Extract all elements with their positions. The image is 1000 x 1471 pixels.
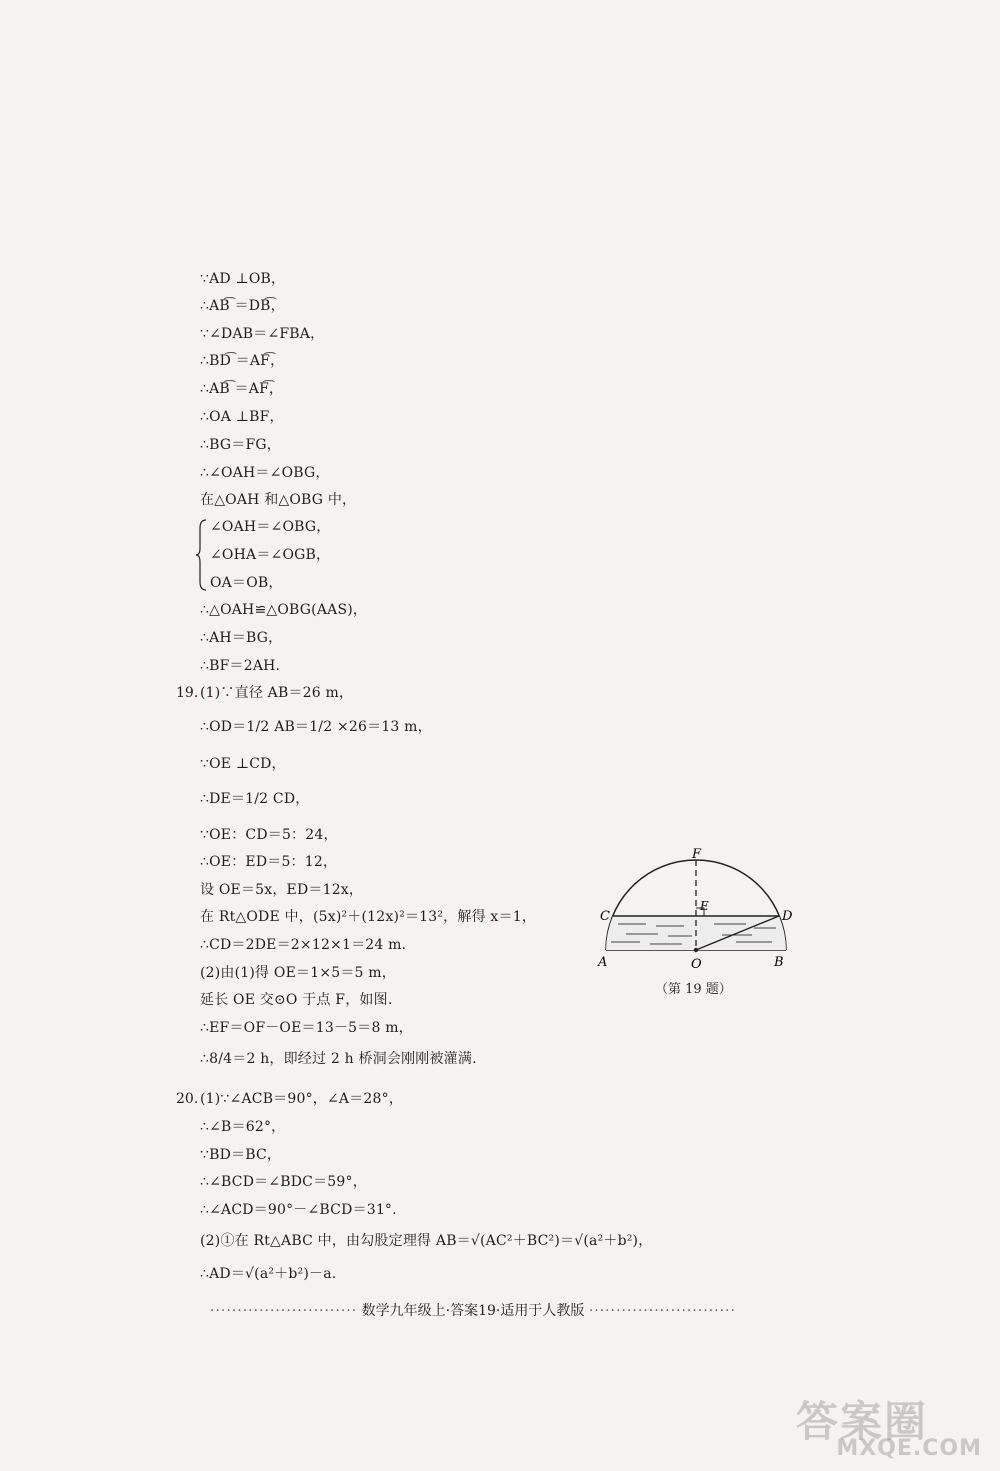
- watermark-bottom: MXQE.COM: [836, 1436, 982, 1461]
- proof-line: ∴△OAH≌△OBG(AAS)，: [200, 602, 368, 618]
- brace-icon: [196, 518, 208, 592]
- q19-line: (1)∵直径 AB＝26 m，: [200, 685, 354, 701]
- proof-line: ∴AB͡ ＝AF͡，: [200, 381, 284, 397]
- q19-line: ∴OD＝1/2 AB＝1/2 ×26＝13 m，: [200, 719, 432, 735]
- q19-line: ∵OE ⊥CD，: [200, 756, 286, 772]
- proof-line: ∴OA ⊥BF，: [200, 409, 284, 425]
- q20-line: ∵BD＝BC，: [200, 1147, 282, 1163]
- q19-line: ∵OE：CD＝5：24，: [200, 827, 338, 843]
- label-c: C: [600, 909, 610, 924]
- proof-line: OA＝OB，: [210, 575, 283, 591]
- watermark-logo: [796, 1389, 986, 1461]
- proof-line: ∴BF＝2AH.: [200, 658, 281, 674]
- point-o: [694, 948, 698, 952]
- proof-line: ∴AH＝BG，: [200, 630, 283, 646]
- footer-text: 数学九年级上·答案19·适用于人教版: [361, 1303, 585, 1319]
- proof-line: ∴∠OAH＝∠OBG，: [200, 465, 330, 481]
- semicircle-diagram-icon: [596, 846, 806, 996]
- page-footer: ··························· 数学九年级上·答案19·适用于人教版 ···························: [210, 1303, 736, 1319]
- proof-line: ∵AD ⊥OB，: [200, 271, 286, 287]
- label-e: E: [700, 899, 709, 913]
- q19-line: ∴EF＝OF－OE＝13－5＝8 m，: [200, 1020, 413, 1036]
- q20-line: ∴∠ACD＝90°－∠BCD＝31°.: [200, 1202, 397, 1218]
- q19-line: (2)由(1)得 OE＝1×5＝5 m，: [200, 965, 396, 981]
- q19-line: ∴OE：ED＝5：12，: [200, 854, 338, 870]
- proof-line: ∵∠DAB＝∠FBA，: [200, 326, 325, 342]
- q20-line: ∴∠B＝62°，: [200, 1119, 286, 1135]
- q19-line: 延长 OE 交⊙O 于点 F，如图.: [200, 992, 393, 1008]
- q20-line: (1)∵∠ACB＝90°，∠A＝28°，: [200, 1091, 404, 1107]
- q19-line: ∴8/4＝2 h，即经过 2 h 桥洞会刚刚被灌满.: [200, 1051, 477, 1067]
- proof-line: 在△OAH 和△OBG 中，: [200, 492, 357, 508]
- q19-line: 在 Rt△ODE 中，(5x)²＋(12x)²＝13²，解得 x＝1，: [200, 909, 537, 925]
- q19-line: 设 OE＝5x，ED＝12x，: [200, 882, 364, 898]
- q19-line: ∴DE＝1/2 CD，: [200, 791, 310, 807]
- question-number-20: 20.: [176, 1091, 199, 1107]
- question-number-19: 19.: [176, 685, 199, 701]
- label-d: D: [782, 909, 793, 924]
- proof-line: ∴BD͡ ＝AF͡，: [200, 353, 285, 369]
- label-b: B: [774, 955, 784, 970]
- proof-line: ∠OHA＝∠OGB，: [210, 547, 331, 563]
- figure-caption: （第 19 题）: [655, 982, 732, 997]
- proof-line: ∠OAH＝∠OBG，: [210, 519, 331, 535]
- q20-line: (2)①在 Rt△ABC 中，由勾股定理得 AB＝√(AC²＋BC²)＝√(a²＋b²)，: [200, 1233, 653, 1249]
- label-f: F: [692, 847, 702, 862]
- watermark-top: 答案圈: [796, 1397, 929, 1446]
- label-o: O: [691, 957, 702, 972]
- label-a: A: [598, 955, 608, 970]
- q20-line: ∴AD＝√(a²＋b²)－a.: [200, 1266, 337, 1282]
- proof-line: ∴BG＝FG，: [200, 437, 281, 453]
- q20-line: ∴∠BCD＝∠BDC＝59°，: [200, 1174, 367, 1190]
- q19-line: ∴CD＝2DE＝2×12×1＝24 m.: [200, 937, 407, 953]
- proof-line: ∴AB͡ ＝DB͡，: [200, 298, 285, 314]
